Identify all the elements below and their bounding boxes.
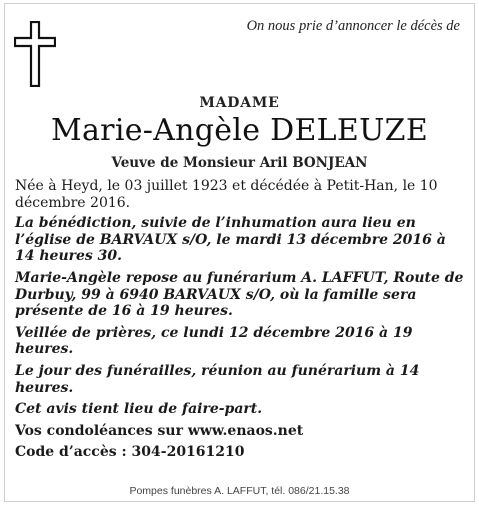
deceased-name: Marie-Angèle DELEUZE: [50, 113, 429, 148]
funeral-home-paragraph: Marie-Angèle repose au funérarium A. LAFFUT, Route de Durbuy, 99 à 6940 BARVAUX s/O, où la famille sera présente de 16 à 19 heures.: [15, 269, 464, 320]
announcement-intro: On nous prie d’annoncer le décès de: [246, 18, 460, 34]
honorific: MADAME: [199, 95, 280, 111]
funeral-director-footer: Pompes funèbres A. LAFFUT, tél. 086/21.15.38: [129, 485, 350, 497]
announcement-paragraph: Cet avis tient lieu de faire-part.: [15, 401, 263, 418]
birth-death-text: Née à Heyd, le 03 juillet 1923 et décédée à Petit-Han, le 10 décembre 2016.: [15, 178, 438, 211]
gathering-paragraph: Le jour des funérailles, réunion au funérarium à 14 heures.: [15, 362, 420, 396]
spouse-line: Veuve de Monsieur Aril BONJEAN: [111, 155, 368, 171]
latin-cross-icon: [14, 21, 56, 87]
obituary-notice: [4, 3, 475, 502]
notice-body: [15, 178, 464, 466]
condolences-link[interactable]: Vos condoléances sur www.enaos.net: [15, 422, 304, 439]
vigil-paragraph: Veillée de prières, ce lundi 12 décembre 2016 à 19 heures.: [15, 324, 413, 358]
access-code: Code d’accès : 304-20161210: [15, 444, 245, 461]
ceremony-paragraph: La bénédiction, suivie de l’inhumation aura lieu en l’église de BARVAUX s/O, le mardi 13 décembre 2016 à 14 heures 30.: [15, 215, 446, 265]
